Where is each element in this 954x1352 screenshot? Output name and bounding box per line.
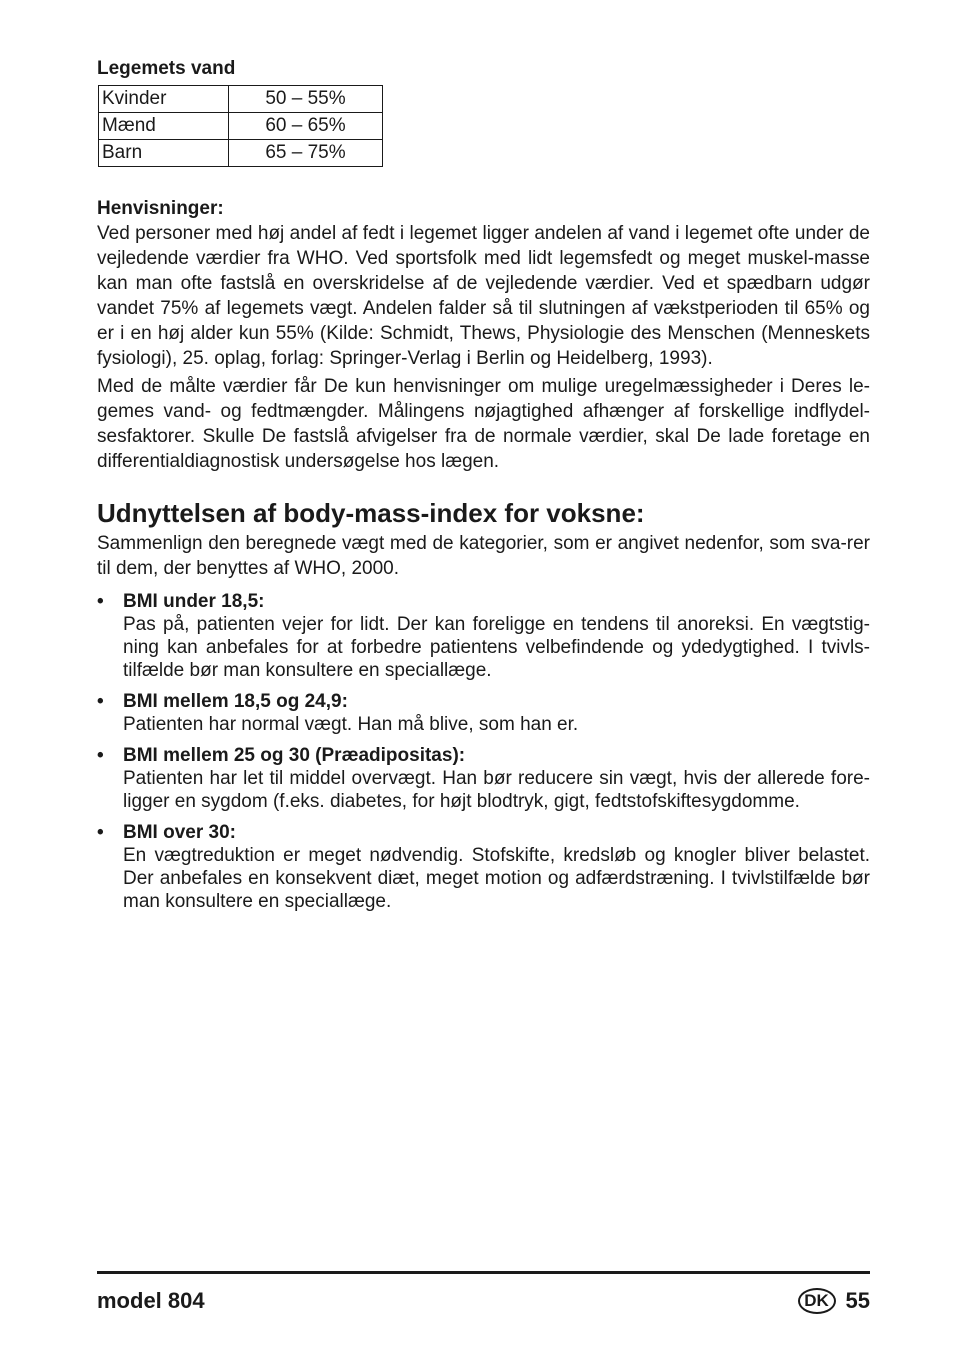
- table-row: [99, 113, 383, 140]
- bullet-icon: •: [97, 745, 104, 766]
- list-item: [97, 821, 870, 913]
- bmi-category-text: Patienten har normal vægt. Han må blive, som han er.: [123, 714, 579, 735]
- table-cell-label: Barn: [99, 140, 229, 167]
- footer-model-label: model 804: [97, 1288, 205, 1313]
- table-cell-label: Kvinder: [99, 86, 229, 113]
- bmi-category-title: BMI mellem 18,5 og 24,9:: [123, 691, 348, 712]
- references-paragraph: Med de målte værdier får De kun henvisninger om mulige uregelmæssigheder i Deres le-gemes vand- og fedtmængder. Målingens nøjagtighed afhænger af forskellige indflydel-sesfaktorer. Skulle De fastslå afvigelser fra de normale værdier, skal De lade foretage en differentialdiagnostisk undersøgelse hos lægen.: [97, 376, 870, 472]
- list-item: [97, 690, 870, 736]
- country-badge-icon: DK: [798, 1288, 836, 1314]
- table-row: [99, 86, 383, 113]
- table-cell-value: 50 – 55%: [229, 86, 383, 113]
- table-cell-value: 60 – 65%: [229, 113, 383, 140]
- bullet-icon: •: [97, 591, 104, 612]
- table-cell-label: Mænd: [99, 113, 229, 140]
- water-table-title: Legemets vand: [97, 58, 236, 79]
- page-number: 55: [845, 1288, 870, 1313]
- references-section: [97, 197, 870, 474]
- table-row: [99, 140, 383, 167]
- list-item: [97, 744, 870, 813]
- list-item: [97, 590, 870, 682]
- bmi-intro-text: Sammenlign den beregnede vægt med de kategorier, som er angivet nedenfor, som sva-rer til dem, der benyttes af WHO, 2000.: [97, 533, 870, 579]
- references-heading: Henvisninger:: [97, 198, 224, 219]
- bullet-icon: •: [97, 822, 104, 843]
- bmi-category-title: BMI under 18,5:: [123, 591, 265, 612]
- bmi-category-list: [97, 590, 870, 921]
- bmi-intro-section: [97, 531, 870, 581]
- bullet-icon: •: [97, 691, 104, 712]
- footer-page-info: [798, 1287, 870, 1315]
- bmi-category-text: En vægtreduktion er meget nødvendig. Stofskifte, kredsløb og knogler bliver belastet. Der anbefales en konsekvent diæt, meget motion og adfærdstræning. I tvivlstilfælde bør man konsultere en speciallæge.: [123, 845, 870, 912]
- water-table: [98, 85, 383, 167]
- bmi-category-title: BMI over 30:: [123, 822, 236, 843]
- bmi-category-text: Pas på, patienten vejer for lidt. Der kan foreligge en tendens til anoreksi. En vægtstig-ning kan anbefales for at forbedre patientens velbefindende og ydedygtighed. I tvivls-tilfælde bør man konsultere en speciallæge.: [123, 614, 870, 681]
- bmi-heading: Udnyttelsen af body-mass-index for voksne:: [97, 498, 645, 528]
- references-paragraph: Ved personer med høj andel af fedt i legemet ligger andelen af vand i legemet ofte under de vejledende værdier fra WHO. Ved sportsfolk med lidt legemsfedt og meget muskel-masse kan man ofte fastslå en overskridelse af de vejledende værdier. Ved et spædbarn udgør vandet 75% af legemets vægt. Andelen falder så til slutningen af vækstperioden til 65% og er i en høj alder kun 55% (Kilde: Schmidt, Thews, Physiologie des Menschen (Menneskets fysiologi), 25. oplag, forlag: Springer-Verlag i Berlin og Heidelberg, 1993).: [97, 223, 870, 369]
- table-cell-value: 65 – 75%: [229, 140, 383, 167]
- bmi-category-text: Patienten har let til middel overvægt. Han bør reducere sin vægt, hvis der allerede fore-ligger en sygdom (f.eks. diabetes, for højt blodtryk, gigt, fedtstofskiftesygdomme.: [123, 768, 870, 812]
- bmi-category-title: BMI mellem 25 og 30 (Præadipositas):: [123, 745, 466, 766]
- footer-divider: [97, 1271, 870, 1274]
